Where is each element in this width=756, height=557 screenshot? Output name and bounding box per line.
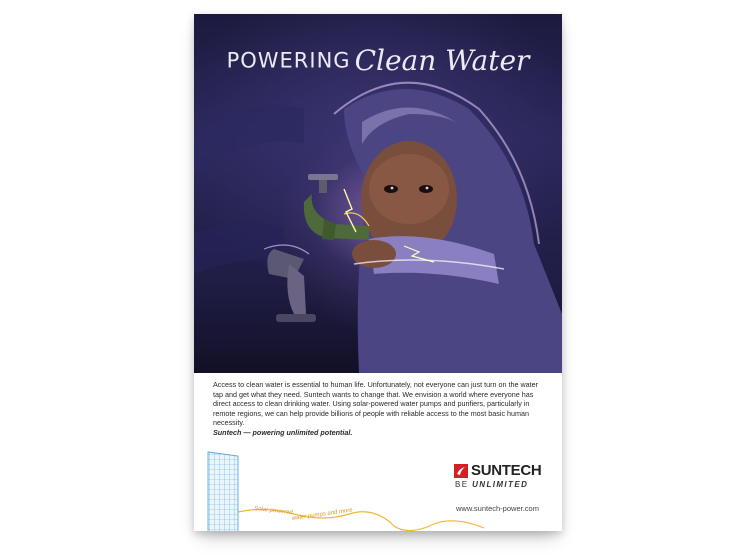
water-tap-front <box>304 174 369 240</box>
headline-word-clean-water: Clean Water <box>354 44 530 77</box>
suntech-logo <box>454 462 554 489</box>
curve-label-solar: Solar powered <box>253 506 293 517</box>
slogan-prefix: BE <box>455 480 469 489</box>
website-url[interactable]: www.suntech-power.com <box>456 504 539 513</box>
slogan-suffix: UNLIMITED <box>472 480 529 489</box>
body-paragraph: Access to clean water is essential to human life. Unfortunately, not everyone can just turn on the water tap and get what they need. Suntech wants to change that. We envision a world where everyone has direct access to clean drinking water. Using solar-powered water pumps and purifiers, particularly in remote regions, we can help provide billions of people with reliable access to the most basic human necessity. <box>213 380 539 428</box>
suntech-logo-icon <box>454 464 468 478</box>
headline-word-powering: POWERING <box>226 48 351 73</box>
curve-label-pumps: water pumps and more <box>291 507 354 522</box>
tagline: Suntech — powering unlimited potential. <box>213 427 353 437</box>
hero-photo <box>194 14 562 373</box>
brand-slogan <box>455 480 554 489</box>
body-copy <box>213 380 548 438</box>
solar-panel <box>208 452 238 531</box>
advertisement-page <box>194 14 562 531</box>
water-tap-back <box>264 245 316 322</box>
brand-name: SUNTECH <box>471 462 542 479</box>
headline <box>194 44 562 77</box>
